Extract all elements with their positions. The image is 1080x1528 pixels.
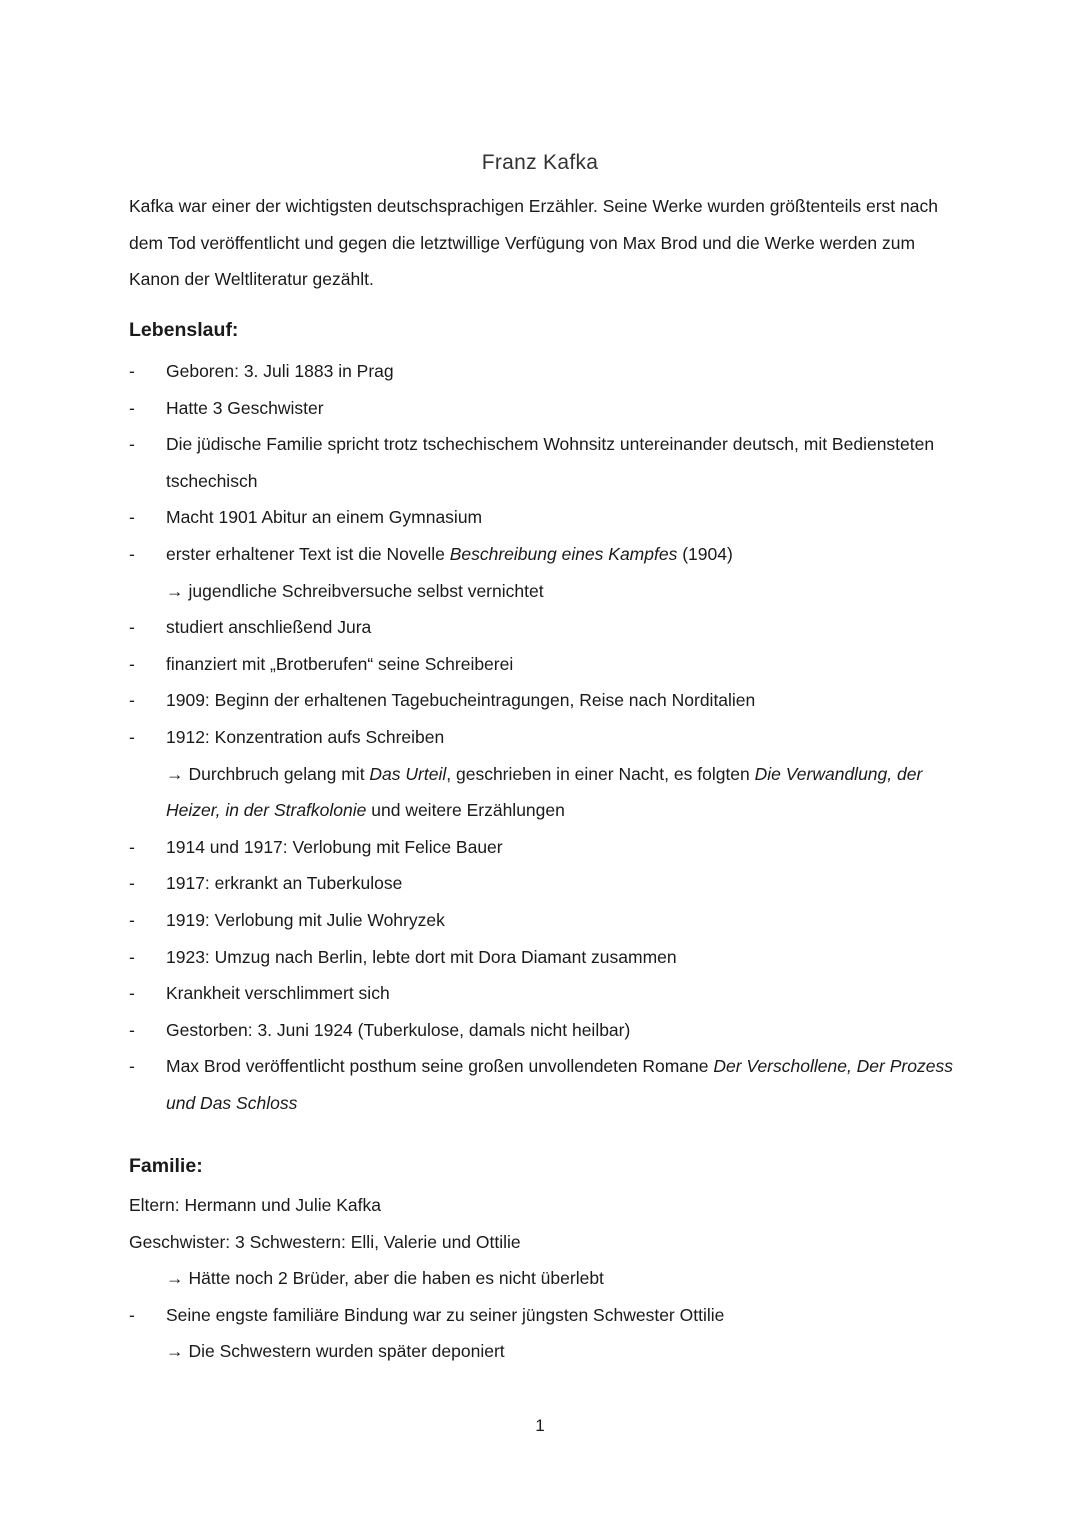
dash-bullet: - xyxy=(129,1056,135,1077)
dash-bullet: - xyxy=(129,653,135,674)
page-number: 1 xyxy=(535,1416,545,1435)
heading-lebenslauf: Lebenslauf: xyxy=(129,319,239,341)
item-text: Eltern: Hermann und Julie Kafka xyxy=(129,1195,381,1215)
list-item xyxy=(129,682,959,719)
list-item xyxy=(129,609,959,646)
intro-paragraph: Kafka war einer der wichtigsten deutschsprachigen Erzähler. Seine Werke wurden größtenteils erst nach dem Tod veröffentlicht und gegen die letztwillige Verfügung von Max Brod und die Werke werden zum Kanon der Weltliteratur gezählt. xyxy=(129,196,938,290)
work-title: Der Verschollene, Der Prozess und Das Schloss xyxy=(166,1056,953,1113)
dash-bullet: - xyxy=(129,617,135,638)
item-text: Hatte 3 Geschwister xyxy=(166,397,324,418)
list-item xyxy=(129,939,959,976)
item-text: 1917: erkrankt an Tuberkulose xyxy=(166,873,403,894)
page-title: Franz Kafka xyxy=(481,151,599,174)
item-text: Die jüdische Familie spricht trotz tschechischem Wohnsitz untereinander deutsch, mit Bediensteten tschechisch xyxy=(166,434,935,491)
dash-bullet: - xyxy=(129,1304,135,1325)
item-text: finanziert mit „Brotberufen“ seine Schreiberei xyxy=(166,653,514,674)
item-text: Die Schwestern wurden später deponiert xyxy=(188,1341,505,1362)
list-item xyxy=(129,1048,959,1121)
list-item xyxy=(129,975,959,1012)
dash-bullet: - xyxy=(129,836,135,857)
item-text: Max Brod veröffentlicht posthum seine großen unvollendeten Romane xyxy=(166,1056,714,1077)
dash-bullet: - xyxy=(129,873,135,894)
list-item xyxy=(129,902,959,939)
list-item xyxy=(129,1224,959,1261)
item-text: jugendliche Schreibversuche selbst vernichtet xyxy=(188,580,544,601)
item-text: Hätte noch 2 Brüder, aber die haben es nicht überlebt xyxy=(188,1268,604,1289)
item-text: und weitere Erzählungen xyxy=(366,800,565,821)
list-item-note xyxy=(129,756,959,829)
list-item xyxy=(129,426,959,499)
dash-bullet: - xyxy=(129,983,135,1004)
arrow-icon: → xyxy=(166,580,184,601)
arrow-icon: → xyxy=(166,1341,184,1362)
work-title: Die Verwandlung, der Heizer, in der Strafkolonie xyxy=(166,763,923,821)
item-text: 1919: Verlobung mit Julie Wohryzek xyxy=(166,909,445,930)
work-title: Das Urteil xyxy=(369,763,447,784)
dash-bullet: - xyxy=(129,543,135,564)
item-text: Gestorben: 3. Juni 1924 (Tuberkulose, damals nicht heilbar) xyxy=(166,1019,631,1040)
item-text: (1904) xyxy=(677,543,733,564)
dash-bullet: - xyxy=(129,1019,135,1040)
item-text: Seine engste familiäre Bindung war zu seiner jüngsten Schwester Ottilie xyxy=(166,1304,725,1325)
work-title: Beschreibung eines Kampfes xyxy=(449,543,678,564)
dash-bullet: - xyxy=(129,434,135,455)
list-item xyxy=(129,499,959,536)
item-text: Durchbruch gelang mit xyxy=(188,763,370,784)
item-text: Geschwister: 3 Schwestern: Elli, Valerie und Ottilie xyxy=(129,1231,521,1252)
dash-bullet: - xyxy=(129,946,135,967)
arrow-icon: → xyxy=(166,1268,184,1289)
item-text: erster erhaltener Text ist die Novelle xyxy=(166,543,450,564)
item-text: 1912: Konzentration aufs Schreiben xyxy=(166,726,445,747)
item-text: Geboren: 3. Juli 1883 in Prag xyxy=(166,361,394,381)
dash-bullet: - xyxy=(129,361,135,381)
dash-bullet: - xyxy=(129,726,135,747)
dash-bullet: - xyxy=(129,397,135,418)
list-item xyxy=(129,536,959,573)
item-text: Krankheit verschlimmert sich xyxy=(166,983,390,1004)
item-text: Macht 1901 Abitur an einem Gymnasium xyxy=(166,507,483,528)
item-text: 1914 und 1917: Verlobung mit Felice Bauer xyxy=(166,836,503,857)
item-text: studiert anschließend Jura xyxy=(166,617,372,638)
item-text: 1923: Umzug nach Berlin, lebte dort mit Dora Diamant zusammen xyxy=(166,946,677,967)
list-item xyxy=(129,353,959,390)
dash-bullet: - xyxy=(129,507,135,528)
list-item xyxy=(129,829,959,866)
list-item-note xyxy=(129,573,959,610)
list-item-note xyxy=(129,1333,959,1370)
dash-bullet: - xyxy=(129,909,135,930)
list-item xyxy=(129,719,959,756)
list-item xyxy=(129,390,959,427)
arrow-icon: → xyxy=(166,763,184,784)
familie-list xyxy=(129,1187,959,1370)
item-text: , geschrieben in einer Nacht, es folgten xyxy=(446,763,755,784)
list-item xyxy=(129,1187,959,1224)
list-item xyxy=(129,646,959,683)
list-item xyxy=(129,1012,959,1049)
heading-familie: Familie: xyxy=(129,1155,203,1177)
list-item xyxy=(129,1297,959,1334)
item-text: 1909: Beginn der erhaltenen Tagebucheintragungen, Reise nach Norditalien xyxy=(166,690,756,711)
list-item-note xyxy=(129,1260,959,1297)
dash-bullet: - xyxy=(129,690,135,711)
list-item xyxy=(129,865,959,902)
lebenslauf-list xyxy=(129,353,959,1121)
